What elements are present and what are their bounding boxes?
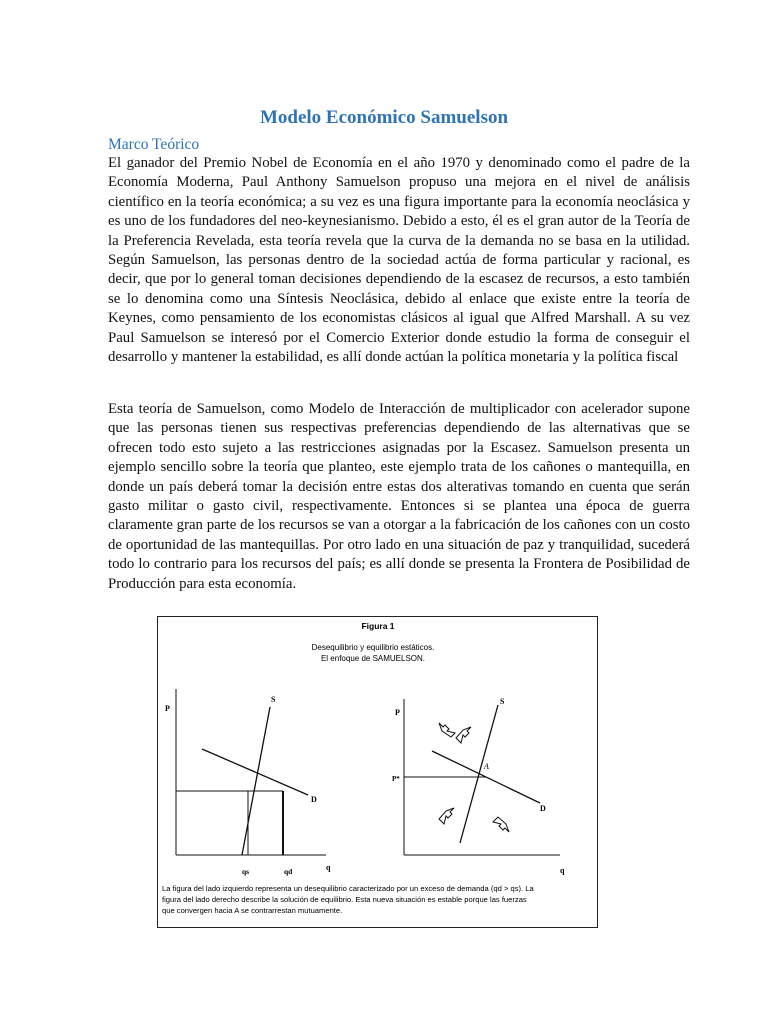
left-chart (176, 689, 326, 855)
right-equilibrium-point-label: A (484, 762, 489, 771)
right-supply-label: S (500, 697, 505, 706)
left-supply-line (242, 707, 270, 855)
right-axis-p-label: P (395, 708, 400, 717)
left-qs-label: qs (242, 867, 250, 876)
left-axis-q-label: q (326, 863, 331, 872)
right-demand-label: D (540, 804, 546, 813)
figure-caption-line-2: figura del lado derecho describe la solución de equilibrio. Esta nueva situación es estable porque las fuerzas (162, 895, 527, 904)
left-supply-label: S (271, 695, 276, 704)
right-chart (404, 699, 560, 855)
figure-caption-line-1: La figura del lado izquierdo representa un desequilibrio caracterizado por un exceso de demanda (qd > qs). La (162, 884, 534, 893)
figure-1-graphic (158, 617, 599, 929)
right-equilibrium-price-label: P* (392, 775, 400, 783)
figure-label: Figura 1 (361, 621, 395, 631)
figure-title-line-2: El enfoque de SAMUELSON. (320, 654, 426, 663)
figure-caption-line-3: que convergen hacia A se contrarrestan mutuamente. (162, 906, 343, 915)
paragraph-2: Esta teoría de Samuelson, como Modelo de Interacción de multiplicador con acelerador supone que las personas tienen sus respectivas preferencias dependiendo de las alternativas que se ofrecen todo esto sujeto a las restricciones asignadas por la Escasez. Samuelson presenta un ejemplo sencillo sobre la teoría que planteo, este ejemplo trata de los cañones o mantequilla, en donde un país deberá tomar la decisión entre estas dos alterativas tomando en cuenta que serán gasto militar o gasto civil, respectivamente. Entonces si se plantea una época de guerra claramente gran parte de los recursos se van a otorgar a la fabricación de los cañones con un costo de oportunidad de las mantequillas. Por otro lado en una situación de paz y tranquilidad, sucederá todo lo contrario para los recursos del país; es allí donde se presenta la Frontera de Posibilidad de Producción para esta economía. (108, 401, 690, 592)
page-title: Modelo Económico Samuelson (259, 107, 509, 128)
figure-1 (157, 616, 598, 928)
left-demand-label: D (311, 795, 317, 804)
section-heading: Marco Teórico (108, 136, 200, 153)
figure-title-line-1: Desequilibrio y equilibrio estáticos. (311, 643, 435, 652)
paragraph-1: El ganador del Premio Nobel de Economía en el año 1970 y denominado como el padre de la Economía Moderna, Paul Anthony Samuelson propuso una mejora en el nivel de análisis científico en la teoría económica; a su vez es una figura importante para la economía neoclásica y es uno de los fundadores del neo-keynesianismo. Debido a esto, él es el gran autor de la Teoría de la Preferencia Revelada, esta teoría revela que la curva de la demanda no se basa en la utilidad. Según Samuelson, las personas dentro de la sociedad actúa de forma particular y racional, es decir, que por lo general toman decisiones dependiendo de la escasez de recursos, a esto también se lo denomina como una Síntesis Neoclásica, debido al enlace que existe entre la teoría de Keynes, como pensamiento de los economistas clásicos al igual que Alfred Marshall. A su vez Paul Samuelson se interesó por el Comercio Exterior donde estudio la forma de conseguir el desarrollo y mantener la estabilidad, es allí donde actúan la política monetaria y la política fiscal (108, 155, 690, 366)
arrow-lower-right (493, 817, 509, 832)
arrow-upper-right (456, 727, 471, 743)
arrow-upper-left (439, 723, 455, 737)
left-axis-p-label: P (165, 704, 170, 713)
right-axis-q-label: q (560, 866, 565, 875)
left-qd-label: qd (284, 867, 293, 876)
arrow-lower-left (439, 808, 454, 824)
